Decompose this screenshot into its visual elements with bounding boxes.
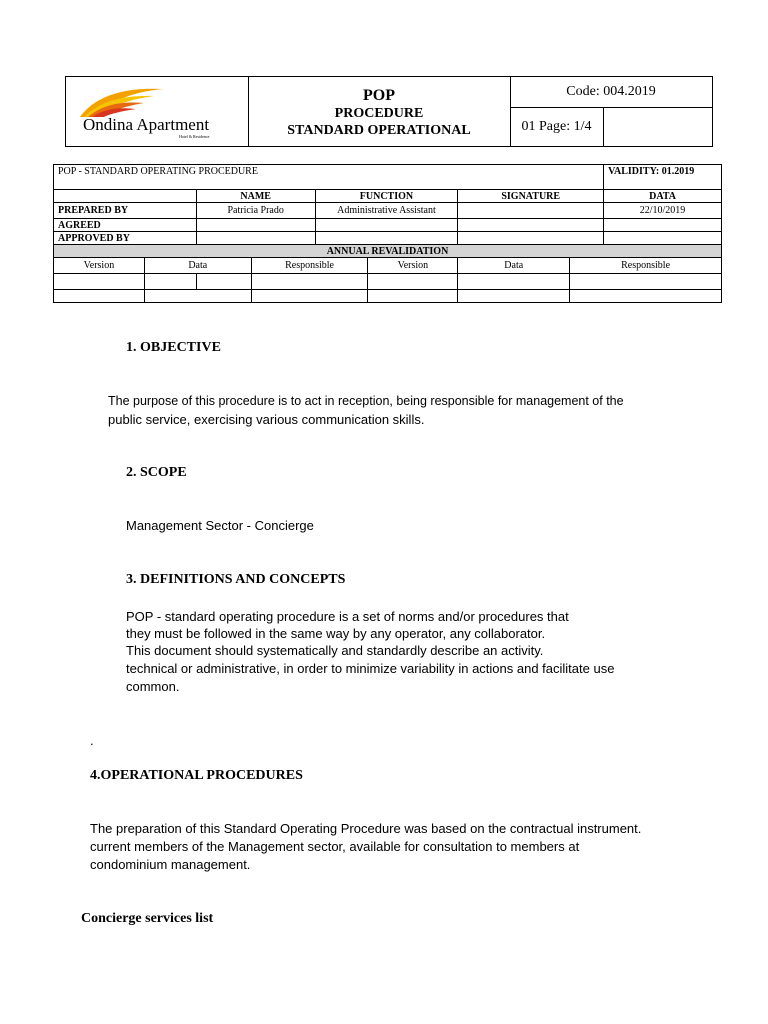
approved-by-label: APPROVED BY <box>54 232 197 245</box>
stray-dot: . <box>90 733 94 748</box>
scope-text: Management Sector - Concierge <box>126 518 314 533</box>
operational-line: condominium management. <box>90 857 251 872</box>
empty-cell <box>315 219 458 232</box>
empty-cell <box>144 274 196 290</box>
logo-cell <box>66 77 249 146</box>
empty-cell <box>54 290 145 303</box>
empty-cell <box>54 190 197 203</box>
flame-logo-icon <box>78 83 168 119</box>
empty-cell <box>458 219 604 232</box>
prepared-date: 22/10/2019 <box>604 203 722 219</box>
empty-cell <box>458 232 604 245</box>
validity-cell: VALIDITY: 01.2019 <box>604 165 722 190</box>
empty-cell <box>196 232 315 245</box>
function-header: FUNCTION <box>315 190 458 203</box>
section-scope-title: 2. SCOPE <box>126 465 187 480</box>
rev-data-header: Data <box>144 258 251 274</box>
empty-cell <box>368 290 458 303</box>
doc-title: POP <box>363 87 395 104</box>
operational-line: The preparation of this Standard Operating Procedure was based on the contractual instrument. <box>90 821 642 836</box>
section-objective-title: 1. OBJECTIVE <box>126 340 221 355</box>
section-operational-title: 4.OPERATIONAL PROCEDURES <box>90 768 303 783</box>
definitions-line: they must be followed in the same way by any operator, any collaborator. <box>126 626 546 641</box>
page-number: 01 Page: 1/4 <box>510 108 604 146</box>
empty-cell <box>196 219 315 232</box>
standard-operational-label: STANDARD OPERATIONAL <box>287 123 471 138</box>
doc-title-cell: POP - STANDARD OPERATING PROCEDURE <box>54 165 604 190</box>
logo-subtitle: Hotel & Residence <box>179 134 210 139</box>
prepared-name: Patricia Prado <box>196 203 315 219</box>
empty-cell <box>315 232 458 245</box>
prepared-signature <box>458 203 604 219</box>
code-cell <box>510 77 712 146</box>
prepared-function: Administrative Assistant <box>315 203 458 219</box>
prepared-by-label: PREPARED BY <box>54 203 197 219</box>
empty-cell <box>458 290 570 303</box>
empty-cell <box>196 274 251 290</box>
definitions-line: technical or administrative, in order to minimize variability in actions and facilitate use <box>126 661 615 676</box>
operational-line: current members of the Management sector, available for consultation to members at <box>90 839 580 854</box>
objective-line: public service, exercising various communication skills. <box>108 412 425 427</box>
rev-version-header: Version <box>368 258 458 274</box>
doc-code: Code: 004.2019 <box>510 77 712 108</box>
empty-cell <box>458 274 570 290</box>
empty-cell <box>604 232 722 245</box>
empty-cell <box>368 274 458 290</box>
definitions-line: This document should systematically and standardly describe an activity. <box>126 643 544 658</box>
empty-cell <box>144 290 251 303</box>
logo-text: Ondina Apartment <box>83 115 210 134</box>
empty-cell <box>251 290 368 303</box>
approval-table <box>53 164 722 303</box>
empty-cell <box>251 274 368 290</box>
annual-revalidation-header: ANNUAL REVALIDATION <box>54 245 722 258</box>
objective-line: The purpose of this procedure is to act in reception, being responsible for management of the <box>108 394 624 408</box>
title-cell <box>248 77 511 146</box>
rev-version-header: Version <box>54 258 145 274</box>
document-header <box>65 76 713 147</box>
section-definitions-title: 3. DEFINITIONS AND CONCEPTS <box>126 572 346 587</box>
data-header: DATA <box>604 190 722 203</box>
definitions-line: POP - standard operating procedure is a set of norms and/or procedures that <box>126 609 569 624</box>
rev-responsible-header: Responsible <box>570 258 722 274</box>
rev-data-header: Data <box>458 258 570 274</box>
concierge-services-title: Concierge services list <box>81 911 214 926</box>
definitions-line: common. <box>126 679 180 694</box>
signature-header: SIGNATURE <box>458 190 604 203</box>
rev-responsible-header: Responsible <box>251 258 368 274</box>
empty-cell <box>54 274 145 290</box>
empty-cell <box>570 274 722 290</box>
agreed-label: AGREED <box>54 219 197 232</box>
name-header: NAME <box>196 190 315 203</box>
empty-cell <box>604 219 722 232</box>
empty-cell <box>570 290 722 303</box>
procedure-label: PROCEDURE <box>334 106 424 121</box>
